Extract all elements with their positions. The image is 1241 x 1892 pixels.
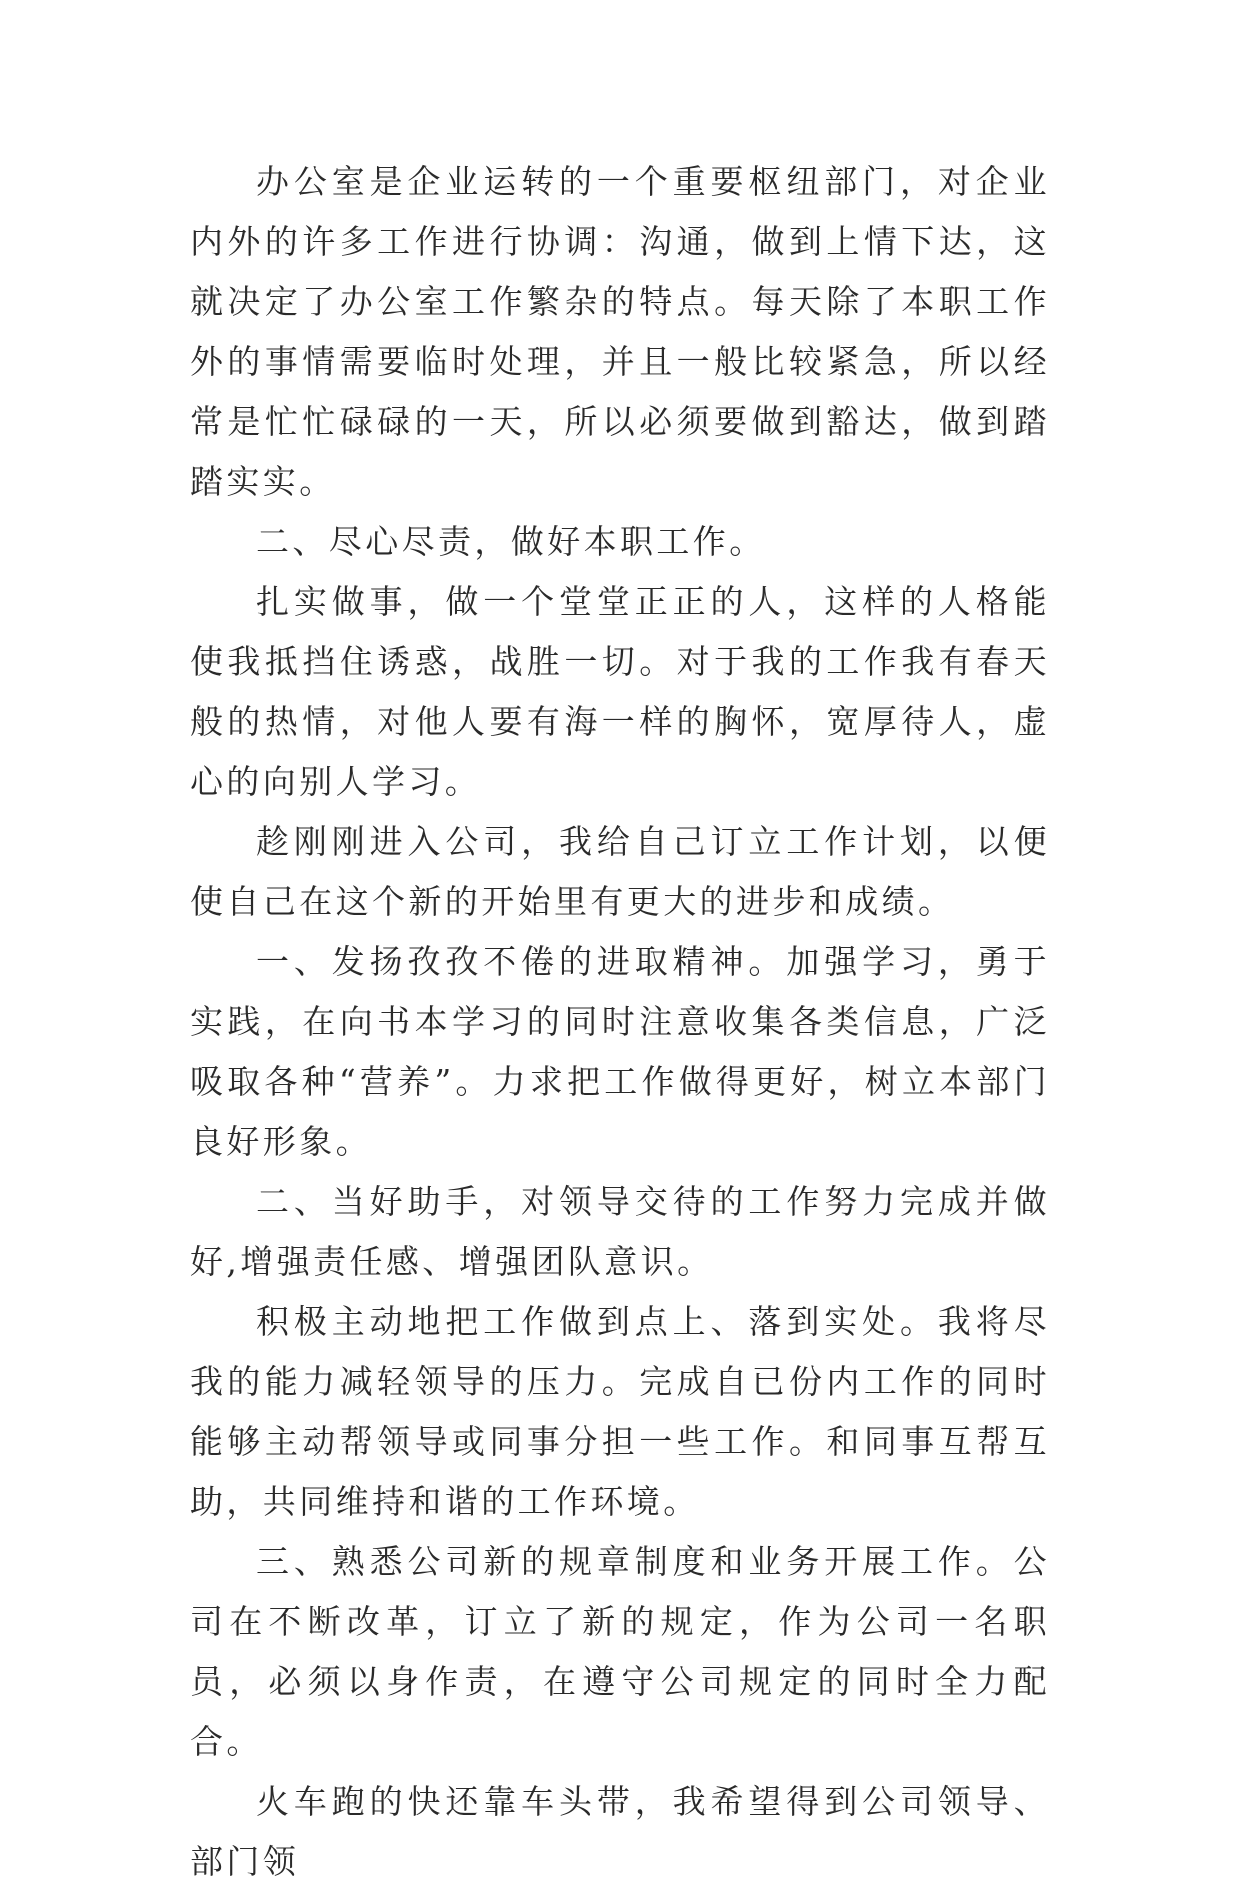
paragraph: 扎实做事，做一个堂堂正正的人，这样的人格能使我抵挡住诱惑，战胜一切。对于我的工作我有春天般的热情，对他人要有海一样的胸怀，宽厚待人，虚心的向别人学习。 <box>190 582 1050 801</box>
document-body <box>190 152 1050 1892</box>
paragraph: 一、发扬孜孜不倦的进取精神。加强学习，勇于实践，在向书本学习的同时注意收集各类信息，广泛吸取各种“营养”。力求把工作做得更好，树立本部门良好形象。 <box>190 942 1050 1161</box>
paragraph: 二、尽心尽责，做好本职工作。 <box>256 522 766 561</box>
paragraph: 趁刚刚进入公司，我给自己订立工作计划，以便使自己在这个新的开始里有更大的进步和成绩。 <box>190 822 1050 921</box>
paragraph: 火车跑的快还靠车头带，我希望得到公司领导、部门领 <box>190 1782 1050 1881</box>
paragraph: 积极主动地把工作做到点上、落到实处。我将尽我的能力减轻领导的压力。完成自已份内工作的同时能够主动帮领导或同事分担一些工作。和同事互帮互助，共同维持和谐的工作环境。 <box>190 1302 1050 1521</box>
paragraph: 办公室是企业运转的一个重要枢纽部门，对企业内外的许多工作进行协调：沟通，做到上情下达，这就决定了办公室工作繁杂的特点。每天除了本职工作外的事情需要临时处理，并且一般比较紧急，所以经常是忙忙碌碌的一天，所以必须要做到豁达，做到踏踏实实。 <box>190 162 1050 501</box>
paragraph: 三、熟悉公司新的规章制度和业务开展工作。公司在不断改革，订立了新的规定，作为公司一名职员，必须以身作责，在遵守公司规定的同时全力配合。 <box>190 1542 1050 1761</box>
paragraph: 二、当好助手，对领导交待的工作努力完成并做好,增强责任感、增强团队意识。 <box>190 1182 1050 1281</box>
